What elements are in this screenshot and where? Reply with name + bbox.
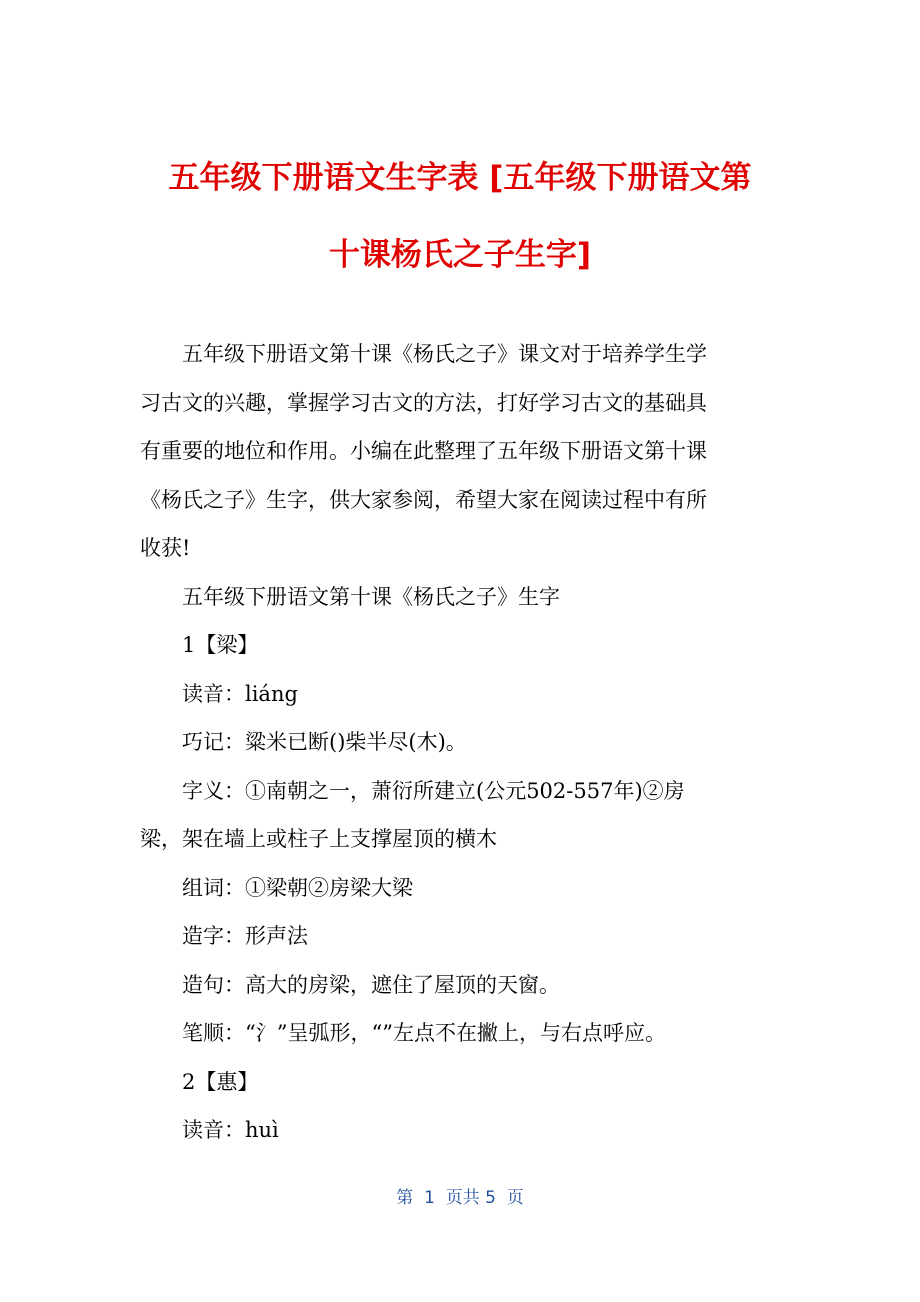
intro-line-2: 习古文的兴趣，掌握学习古文的方法，打好学习古文的基础具 [140, 390, 707, 415]
intro-line-5: 收获! [140, 536, 191, 560]
title-line-1: 五年级下册语文生字表 [五年级下册语文第 [168, 160, 752, 196]
title-line-2: 十课杨氏之子生字] [328, 237, 592, 273]
intro-line-3: 有重要的地位和作用。小编在此整理了五年级下册语文第十课 [140, 439, 707, 463]
char-1-pronunciation: 读音：liáng [182, 681, 298, 706]
page-number-footer: 第 1 页共 5 页 [396, 1188, 524, 1208]
document-body [140, 330, 770, 1155]
char-1-meaning-line-2: 梁，架在墙上或柱子上支撑屋顶的横木 [140, 827, 497, 851]
section-heading: 五年级下册语文第十课《杨氏之子》生字 [182, 584, 560, 609]
char-1-mnemonic: 巧记：粱米已断()柴半尽(木)。 [182, 730, 467, 754]
intro-line-4: 《杨氏之子》生字，供大家参阅，希望大家在阅读过程中有所 [140, 487, 707, 512]
char-1-formation: 造字：形声法 [182, 924, 308, 948]
char-1-stroke-order: 笔顺：“氵”呈弧形，“”左点不在撇上，与右点呼应。 [182, 1021, 666, 1045]
char-2-pronunciation: 读音：huì [182, 1118, 279, 1142]
char-2-heading: 2【惠】 [182, 1069, 259, 1094]
document-title [60, 140, 860, 294]
char-1-meaning-line-1: 字义：①南朝之一，萧衍所建立(公元502-557年)②房 [182, 778, 685, 803]
intro-line-1: 五年级下册语文第十课《杨氏之子》课文对于培养学生学 [182, 342, 707, 366]
char-1-sentence: 造句：高大的房梁，遮住了屋顶的天窗。 [182, 972, 560, 997]
char-1-heading: 1【梁】 [182, 633, 259, 657]
char-1-words: 组词：①梁朝②房梁大梁 [182, 875, 413, 900]
